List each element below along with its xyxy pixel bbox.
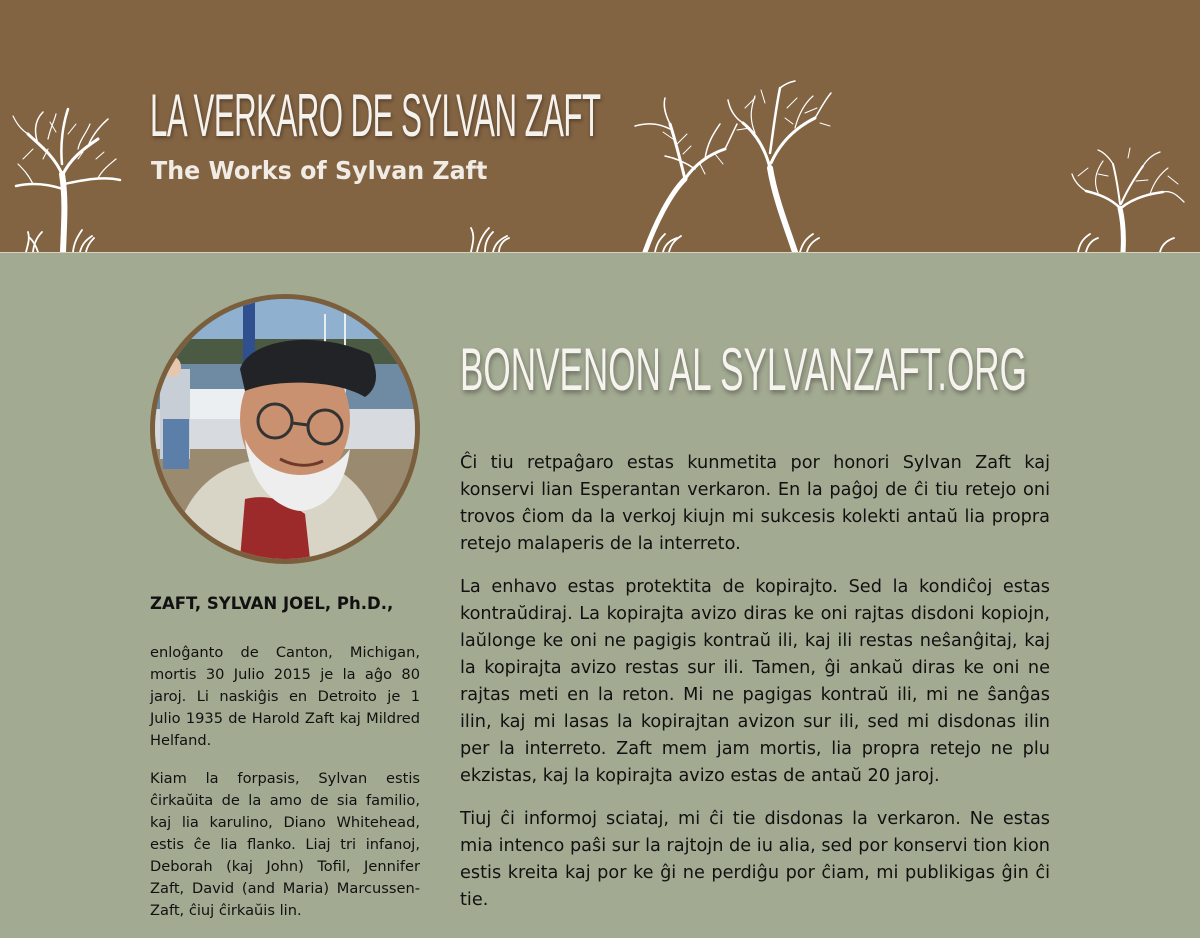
main-paragraph: La enhavo estas protektita de kopirajto. Sed la kondiĉoj estas kontraŭdiraj. La kopirajta avizo diras ke oni rajtas disdoni kopiojn, laŭlonge ke oni ne pagigis kontraŭ ili, kaj ili restas neŝanĝitaj, kaj la kopirajta avizo restas sur ili. Tamen, ĝi ankaŭ diras ke oni ne rajtas meti en la reton. Mi ne pagigas kontraŭ ili, mi ne ŝanĝas ilin, kaj mi lasas la kopirajtan avizon sur ili, sed mi disdonas ilin per la interreto. Zaft mem jam mortis, lia propra retejo ne plu ekzistas, kaj la kopirajta avizo estas de antaŭ 20 jaroj. [460,577,1050,786]
tree-icon [725,78,835,253]
main-paragraph: Ĉi tiu retpaĝaro estas kunmetita por honori Sylvan Zaft kaj konservi lian Esperantan verkaron. En la paĝoj de ĉi tiu retejo oni trovos ĉiom da la verkoj kiujn mi sukcesis kolekti antaŭ lia propra retejo malaperis de la interreto. [460,453,1050,554]
portrait-photo [150,294,420,564]
site-subtitle: The Works of Sylvan Zaft [151,156,488,185]
site-header [0,0,1200,253]
bio-paragraph: enloĝanto de Canton, Michigan, mortis 30 Julio 2015 je la aĝo 80 jaroj. Li naskiĝis en Detroito je 1 Julio 1935 de Harold Zaft kaj Mildred Helfand. [150,644,420,749]
grass-icon [465,222,513,252]
tree-icon [8,104,123,253]
main-content [460,332,1050,930]
bio-sidebar [150,590,420,938]
tree-icon [625,94,740,253]
main-paragraph: Tiuj ĉi informoj sciataj, mi ĉi tie disdonas la verkaron. Ne estas mia intenco paŝi sur la rajtojn de iu alia, sed por konservi tion kion estis kreita kaj por ke ĝi ne perdiĝu por ĉiam, mi publikigas ĝin ĉi tie. [460,809,1050,910]
page-title: BONVENON AL SYLVANZAFT.ORG [460,336,1027,403]
bio-paragraph: Kiam la forpasis, Sylvan estis ĉirkaŭita de la amo de sia familio, kaj lia karulino, Diano Whitehead, estis ĉe lia flanko. Liaj tri infanoj, Deborah (kaj John) Tofil, Jennifer Zaft, David (and Maria) Marcussen-Zaft, ĉiuj ĉirkaŭis lin. [150,770,420,919]
bio-name: ZAFT, SYLVAN JOEL, Ph.D., [150,594,394,613]
tree-icon [1068,146,1188,253]
site-title[interactable]: LA VERKARO DE SYLVAN ZAFT [150,82,601,149]
